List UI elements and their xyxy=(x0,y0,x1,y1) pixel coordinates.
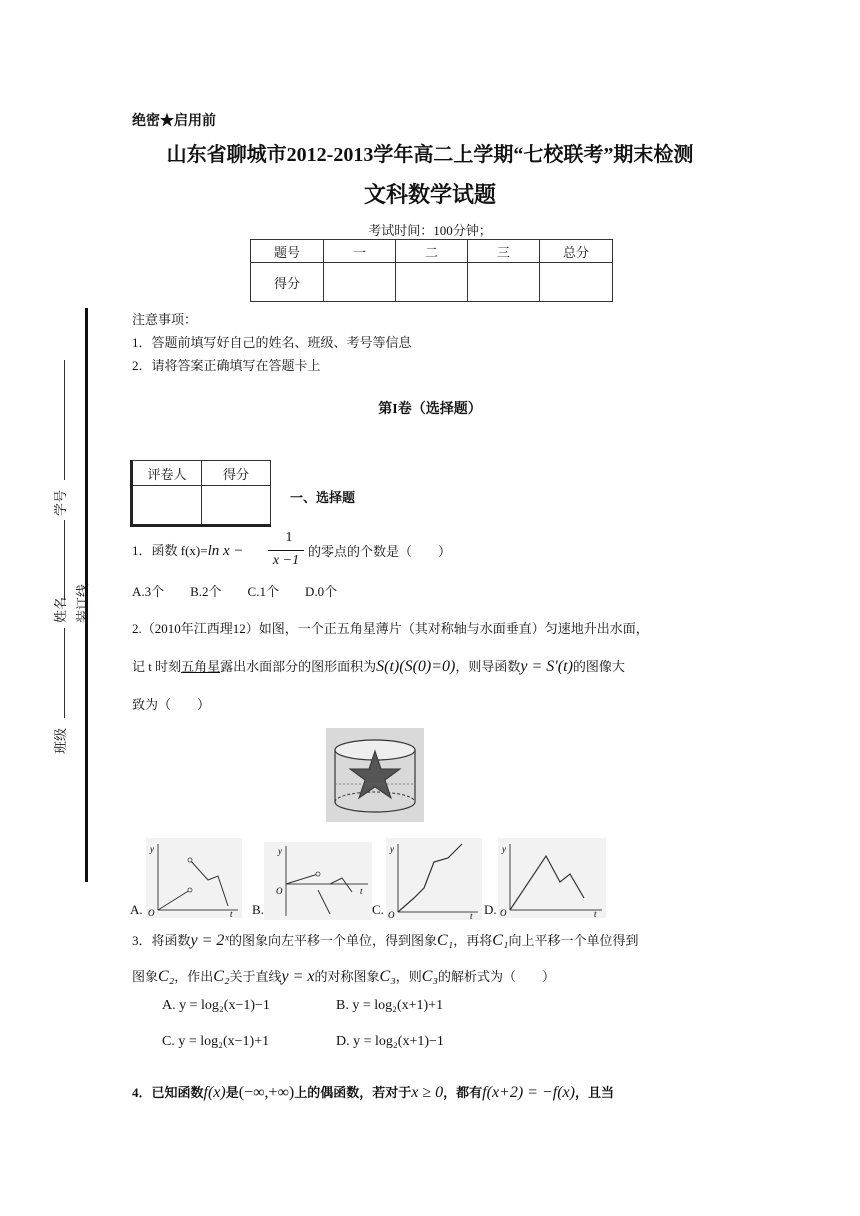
q2-line3: 致为（ ） xyxy=(132,697,211,712)
q2-text: 的图像大 xyxy=(572,659,625,674)
graph-option-c xyxy=(386,838,482,920)
star-cylinder-figure xyxy=(326,728,424,822)
grader-cell[interactable] xyxy=(132,486,202,526)
axis-origin-label: O xyxy=(500,908,507,918)
score-header-cell: 三 xyxy=(468,240,540,263)
score-cell[interactable] xyxy=(324,263,396,302)
graph-option-d xyxy=(498,838,606,918)
q3-text: 关于直线 xyxy=(229,969,282,984)
q3-text: 3．将函数 xyxy=(132,933,191,948)
q3-math: y = 2ˣ xyxy=(190,932,229,949)
q2-line1: 2.（2010年江西理12）如图，一个正五角星薄片（其对称轴与水面垂直）匀速地升出水面， xyxy=(132,621,649,636)
q4-math: x ≥ 0 xyxy=(411,1084,444,1101)
score-cell[interactable] xyxy=(396,263,468,302)
score-cell[interactable] xyxy=(468,263,540,302)
q3-option-a: A. y = log₂(x−1)−1 xyxy=(162,998,270,1013)
q3-text: 的图象向左平移一个单位，得到图象 xyxy=(228,933,437,948)
q4-line1 xyxy=(132,1082,614,1102)
q1-denominator: x −1 xyxy=(272,553,300,568)
q4-text: ，且当 xyxy=(574,1085,614,1100)
q4-math: f(x+2) = −f(x) xyxy=(482,1084,575,1101)
q2-math-2: y = S′(t) xyxy=(520,658,573,675)
score-header-cell: 一 xyxy=(324,240,396,263)
axis-x-label: t xyxy=(230,909,233,918)
exam-subtitle: 文科数学试题 xyxy=(363,182,496,207)
q2-line2 xyxy=(132,656,625,676)
q4-text: 上的偶函数，若对于 xyxy=(294,1085,412,1100)
q1-options: A.3个 B.2个 C.1个 D.0个 xyxy=(132,584,338,599)
notes xyxy=(132,308,412,377)
grader-header: 评卷人 xyxy=(132,461,202,486)
q3-c1: C₁ xyxy=(492,932,509,949)
class-label: 班级 xyxy=(53,727,68,754)
score-header-cell: 总分 xyxy=(540,240,613,263)
q3-line1 xyxy=(132,930,638,950)
q4-math: (−∞,+∞) xyxy=(238,1084,295,1101)
axis-x-label: t xyxy=(360,886,363,896)
score-table xyxy=(250,239,613,302)
score-row-label: 得分 xyxy=(251,263,324,302)
score-header-cell: 二 xyxy=(396,240,468,263)
q1-numerator: 1 xyxy=(285,530,293,545)
graph-d-label: D. xyxy=(484,902,497,917)
q3-c1: C₁ xyxy=(436,932,454,949)
graph-a-label: A. xyxy=(130,902,143,917)
q3-option-b: B. y = log₂(x+1)+1 xyxy=(336,998,444,1013)
exam-time: 考试时间：100分钟； xyxy=(368,223,492,238)
name-label: 姓名 xyxy=(53,596,68,623)
grader-table xyxy=(130,460,271,527)
graph-b-label: B. xyxy=(252,902,264,917)
axis-y-label: y xyxy=(150,844,154,854)
grader-header: 得分 xyxy=(202,461,271,486)
q1-func: ln x − xyxy=(207,543,244,559)
notes-item: 2．请将答案正确填写在答题卡上 xyxy=(132,358,321,373)
q4-math: f(x) xyxy=(203,1084,226,1101)
graph-option-a xyxy=(146,838,242,918)
q1-suffix: 的零点的个数是（ ） xyxy=(308,544,452,559)
axis-y-label: y xyxy=(390,844,394,854)
axis-x-label: t xyxy=(470,911,473,920)
notes-item: 1．答题前填写好自己的姓名、班级、考号等信息 xyxy=(132,335,412,350)
q2-underlined: 五角星 xyxy=(181,659,221,674)
q3-option-d: D. y = log₂(x+1)−1 xyxy=(336,1034,444,1049)
q3-c2: C₂ xyxy=(213,968,230,985)
q2-text: 露出水面部分的图形面积为 xyxy=(220,659,377,674)
question-1 xyxy=(132,540,244,560)
q1-prefix: 1．函数 f(x)= xyxy=(132,543,208,558)
secret-mark: 绝密★启用前 xyxy=(132,114,216,129)
graph-option-b xyxy=(264,842,372,920)
axis-y-label: y xyxy=(502,844,506,854)
notes-title: 注意事项： xyxy=(132,312,198,327)
q2-math-1: S(t)(S(0)=0) xyxy=(376,658,456,675)
q4-text: 是 xyxy=(225,1085,239,1100)
axis-origin-label: O xyxy=(148,908,155,918)
q2-text: 记 t 时刻 xyxy=(132,659,182,674)
binding-line-label: 装订线 xyxy=(75,583,90,623)
axis-origin-label: O xyxy=(388,910,395,920)
grader-cell[interactable] xyxy=(202,486,271,526)
q3-text: 图象 xyxy=(132,969,159,984)
q3-text: ，作出 xyxy=(174,969,214,984)
q3-text: 的解析式为（ ） xyxy=(438,969,556,984)
exam-title: 山东省聊城市2012-2013学年高二上学期“七校联考”期末检测 xyxy=(166,144,694,166)
q3-text: 向上平移一个单位得到 xyxy=(508,933,639,948)
student-id-blank xyxy=(64,360,65,480)
part-title: 第I卷（选择题） xyxy=(378,402,482,417)
student-id-label: 学号 xyxy=(53,489,68,516)
q3-option-c: C. y = log₂(x−1)+1 xyxy=(162,1034,270,1049)
q4-text: 4．已知函数 xyxy=(132,1085,204,1100)
q3-c3: C₃ xyxy=(379,968,396,985)
q3-text: 的对称图象 xyxy=(314,969,380,984)
axis-x-label: t xyxy=(594,909,597,918)
q3-c2: C₂ xyxy=(158,968,175,985)
axis-y-label: y xyxy=(278,846,282,856)
score-cell[interactable] xyxy=(540,263,613,302)
q4-text: ，都有 xyxy=(443,1085,483,1100)
q2-text: ，则导函数 xyxy=(455,659,521,674)
class-blank xyxy=(64,628,65,718)
q3-math-yx: y = x xyxy=(281,968,315,985)
q3-text: ，则 xyxy=(395,969,422,984)
score-header-cell: 题号 xyxy=(251,240,324,263)
axis-origin-label: O xyxy=(276,886,283,896)
section-title: 一、选择题 xyxy=(290,490,356,505)
graph-c-label: C. xyxy=(372,902,384,917)
name-blank xyxy=(64,520,65,600)
q1-fraction-bar xyxy=(268,550,304,551)
q3-c3: C₃ xyxy=(421,968,439,985)
q3-line2 xyxy=(132,966,555,986)
q3-text: ，再将 xyxy=(453,933,493,948)
